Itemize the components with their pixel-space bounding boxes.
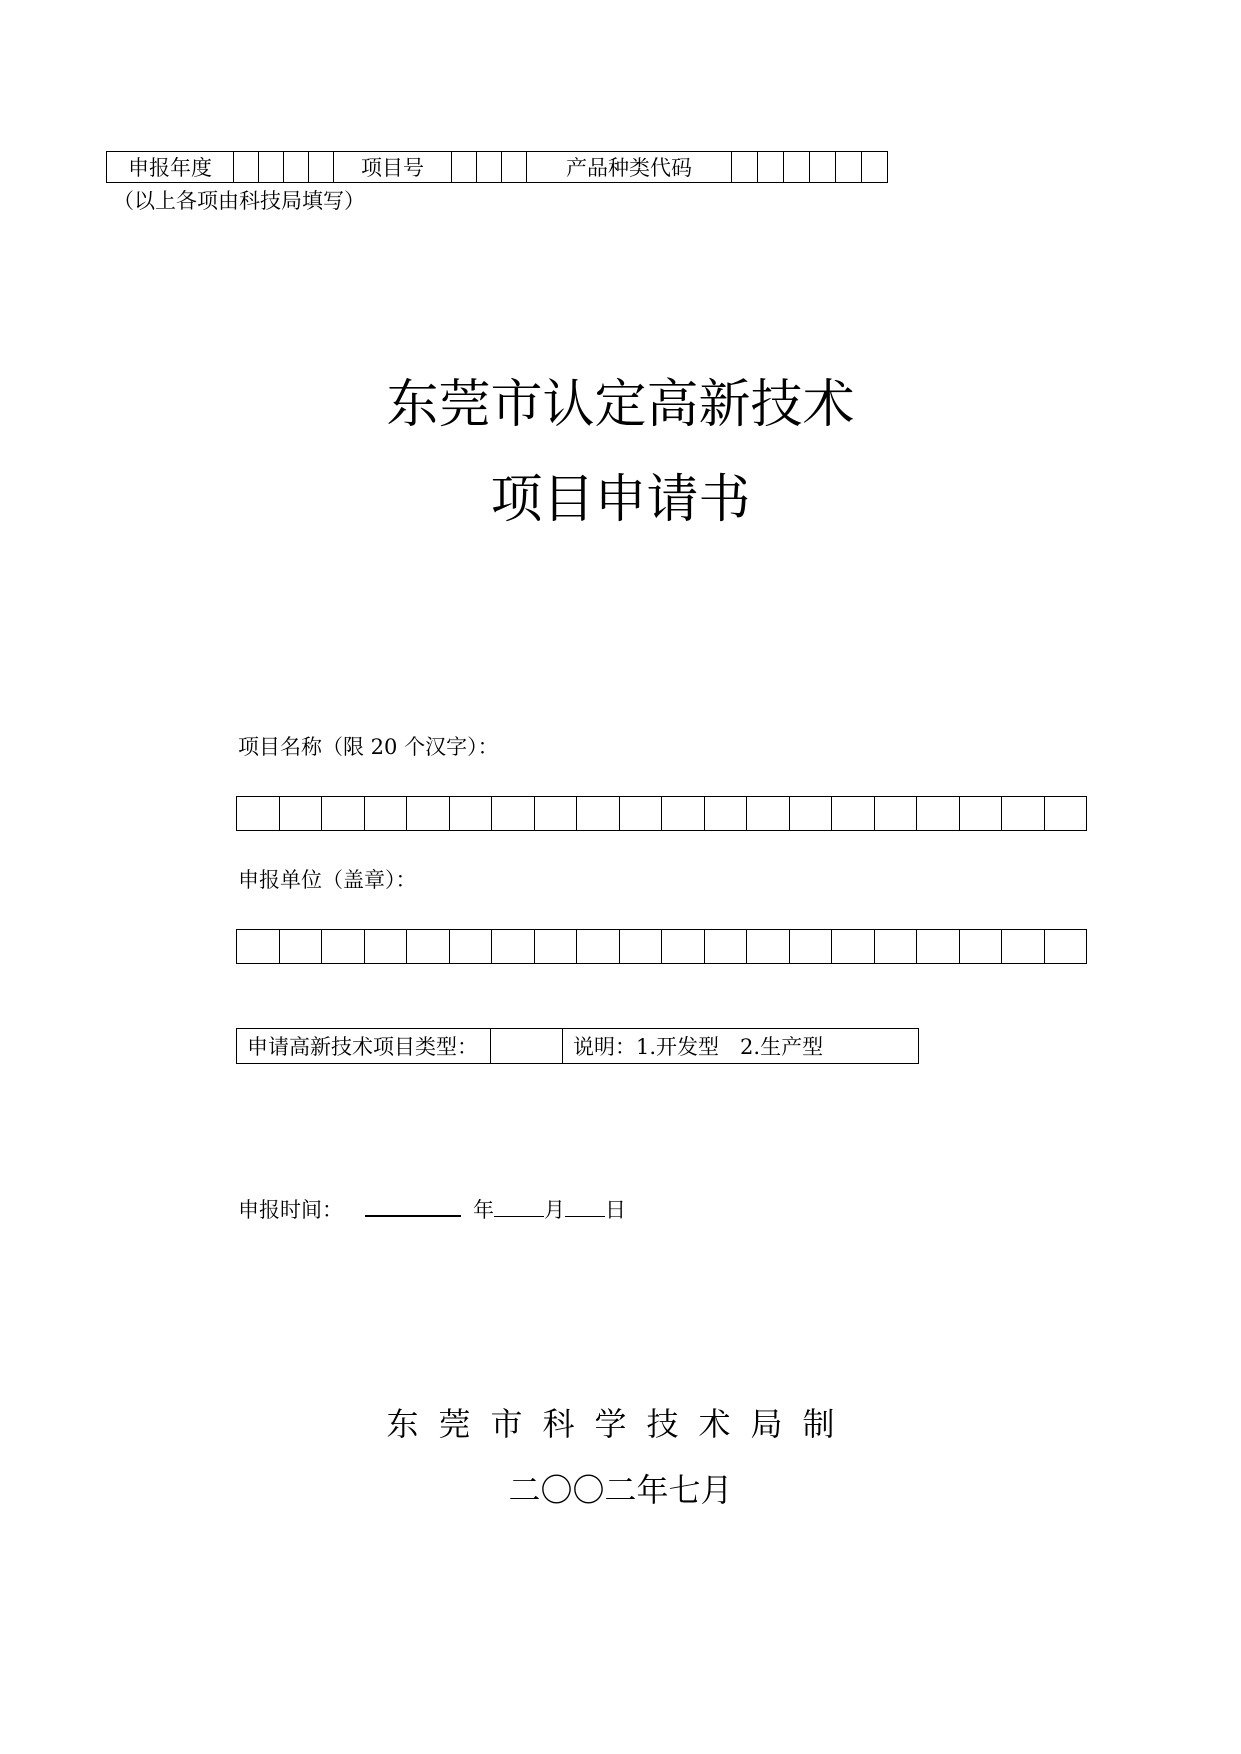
character-box[interactable] (662, 930, 705, 964)
character-box[interactable] (407, 930, 450, 964)
product-code-box[interactable] (784, 152, 810, 183)
project-no-box[interactable] (502, 152, 527, 183)
character-box[interactable] (492, 797, 535, 831)
day-blank[interactable] (565, 1194, 605, 1217)
year-label: 申报年度 (107, 152, 234, 183)
document-title-line-1: 东莞市认定高新技术 (386, 375, 855, 435)
product-code-box[interactable] (836, 152, 862, 183)
year-blank[interactable] (365, 1193, 461, 1217)
character-box[interactable] (832, 797, 875, 831)
character-box[interactable] (747, 930, 790, 964)
applicant-unit-grid (236, 929, 1087, 964)
project-no-label: 项目号 (334, 152, 452, 183)
project-no-box[interactable] (452, 152, 477, 183)
character-box[interactable] (279, 930, 322, 964)
character-box[interactable] (449, 797, 492, 831)
project-type-note: 说明：1.开发型 2.生产型 (563, 1029, 919, 1064)
character-box[interactable] (704, 930, 747, 964)
character-box[interactable] (577, 797, 620, 831)
project-type-table (236, 1028, 919, 1064)
document-title-line-2: 项目申请书 (490, 470, 751, 530)
character-box[interactable] (322, 930, 365, 964)
character-box[interactable] (492, 930, 535, 964)
applicant-unit-label: 申报单位（盖章）： (238, 868, 417, 892)
year-digit-box[interactable] (309, 152, 334, 183)
character-box[interactable] (1002, 930, 1045, 964)
character-box[interactable] (1044, 797, 1087, 831)
character-box[interactable] (704, 797, 747, 831)
character-box[interactable] (874, 797, 917, 831)
character-box[interactable] (789, 930, 832, 964)
year-digit-box[interactable] (284, 152, 309, 183)
project-name-label: 项目名称（限 20 个汉字）： (238, 735, 499, 759)
character-box[interactable] (874, 930, 917, 964)
character-box[interactable] (407, 797, 450, 831)
character-box[interactable] (662, 797, 705, 831)
year-digit-box[interactable] (259, 152, 284, 183)
character-box[interactable] (619, 930, 662, 964)
project-type-input[interactable] (491, 1029, 563, 1064)
character-box[interactable] (534, 797, 577, 831)
month-suffix: 月 (544, 1198, 565, 1222)
character-box[interactable] (364, 797, 407, 831)
office-use-note: （以上各项由科技局填写） (113, 189, 365, 213)
character-box[interactable] (747, 797, 790, 831)
month-blank[interactable] (494, 1194, 544, 1217)
character-box[interactable] (1044, 930, 1087, 964)
office-code-table (106, 151, 888, 183)
issue-date: 二〇〇二年七月 (508, 1471, 733, 1509)
character-box[interactable] (577, 930, 620, 964)
character-box[interactable] (832, 930, 875, 964)
year-suffix: 年 (473, 1198, 494, 1222)
character-box[interactable] (959, 930, 1002, 964)
product-code-box[interactable] (862, 152, 888, 183)
product-code-label: 产品种类代码 (527, 152, 732, 183)
project-name-grid (236, 796, 1087, 831)
character-box[interactable] (237, 797, 280, 831)
character-box[interactable] (917, 797, 960, 831)
year-digit-box[interactable] (234, 152, 259, 183)
character-box[interactable] (789, 797, 832, 831)
day-suffix: 日 (605, 1198, 626, 1222)
product-code-box[interactable] (810, 152, 836, 183)
product-code-box[interactable] (732, 152, 758, 183)
character-box[interactable] (534, 930, 577, 964)
character-box[interactable] (364, 930, 407, 964)
issuer: 东莞市科学技术局制 (386, 1405, 855, 1443)
project-type-label: 申请高新技术项目类型： (237, 1029, 491, 1064)
character-box[interactable] (959, 797, 1002, 831)
character-box[interactable] (1002, 797, 1045, 831)
character-box[interactable] (322, 797, 365, 831)
character-box[interactable] (449, 930, 492, 964)
character-box[interactable] (619, 797, 662, 831)
date-label: 申报时间： (238, 1198, 343, 1222)
character-box[interactable] (237, 930, 280, 964)
product-code-box[interactable] (758, 152, 784, 183)
application-date-line (238, 1193, 626, 1224)
project-no-box[interactable] (477, 152, 502, 183)
character-box[interactable] (917, 930, 960, 964)
character-box[interactable] (279, 797, 322, 831)
